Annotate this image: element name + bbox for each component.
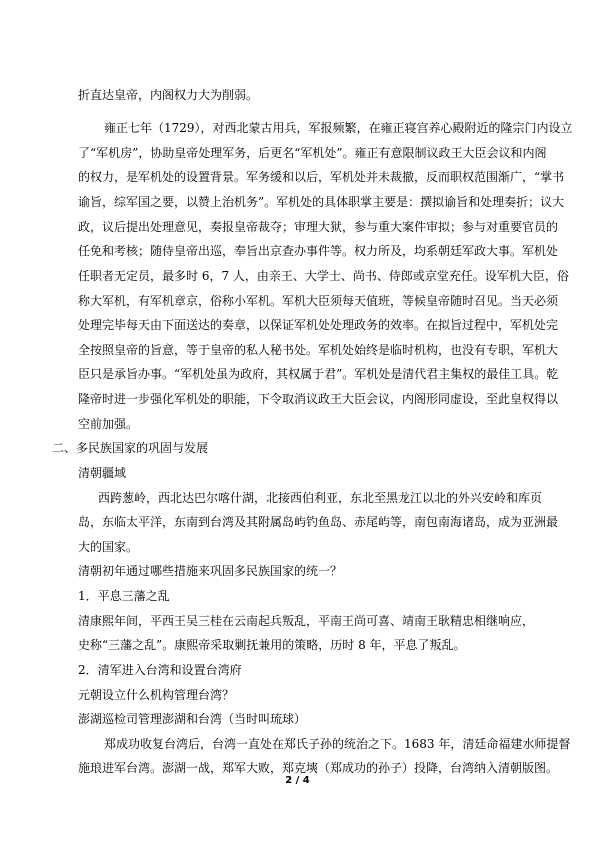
text-line: 空前加强。	[78, 417, 139, 431]
text-line: 郑成功收复台湾后，台湾一直处在郑氏子孙的统治之下。1683 年，清廷命福建水师提督	[104, 737, 571, 751]
text-line: 全按照皇帝的旨意，等于皇帝的私人秘书处。军机处始终是临时机构，也没有专职，军机大	[78, 343, 559, 357]
text-line: 臣只是承旨办事。“军机处虽为政府，其权属于君”。军机处是清代君主集权的最佳工具。乾	[78, 367, 559, 381]
text-line: 隆帝时进一步强化军机处的职能，下令取消议政王大臣会议，内阁形同虚设，至此皇权得以	[78, 392, 559, 406]
text-line: 西跨葱岭，西北达巴尔喀什湖，北接西伯利亚，东北至黑龙江以北的外兴安岭和库页	[98, 491, 543, 505]
question-text: 元朝设立什么机构管理台湾？	[78, 688, 235, 702]
text-line: 大的国家。	[78, 540, 139, 554]
text-line: 任免和考核；随侍皇帝出巡，奉旨出京查办事件等。权力所及，均系朝廷军政大事。军机处	[78, 244, 559, 258]
section-heading: 二、多民族国家的巩固与发展	[52, 441, 209, 455]
text-line: 政，议后提出处理意见，奏报皇帝裁夺；审理大狱，参与重大案件审拟；参与对重要官员的	[78, 220, 559, 234]
text-line: 谕旨，综军国之要，以赞上治机务”。军机处的具体职掌主要是：撰拟谕旨和处理奏折；议大	[78, 195, 565, 209]
text-line: 的权力，是军机处的设置背景。军务缓和以后，军机处并未裁撤，反而职权范围渐广，“掌书	[78, 170, 565, 184]
text-line: 了“军机房”，协助皇帝处理军务，后更名“军机处”。雍正有意限制议政王大臣会议和内阁	[78, 146, 547, 160]
text-line: 雍正七年（1729），对西北蒙古用兵，军报频繁，在雍正寝宫养心殿附近的隆宗门内设立	[104, 121, 573, 135]
text-line: 称大军机，有军机章京，俗称小军机。军机大臣须每天值班，等候皇帝随时召见。当天必须	[78, 294, 559, 308]
question-text: 清朝初年通过哪些措施来巩固多民族国家的统一？	[78, 564, 343, 578]
text-line: 任职者无定员，最多时 6，7 人，由亲王、大学士、尚书、侍郎或京堂充任。设军机大臣，俗	[78, 269, 569, 283]
text-line: 岛，东临太平洋，东南到台湾及其附属岛屿钓鱼岛、赤尾屿等，南包南海诸岛，成为亚洲最	[78, 515, 559, 529]
text-line: 史称“三藩之乱”。康熙帝采取剿抚兼用的策略，历时 8 年，平息了叛乱。	[78, 638, 466, 652]
text-line: 清康熙年间，平西王吴三桂在云南起兵叛乱，平南王尚可喜、靖南王耿精忠相继响应，	[78, 614, 535, 628]
list-item-heading: 1．平息三藩之乱	[78, 589, 170, 603]
text-line: 施琅进军台湾。澎湖一战，郑军大败，郑克塽（郑成功的孙子）投降，台湾纳入清朝版图。	[78, 761, 559, 775]
subheading: 清朝疆域	[78, 466, 127, 480]
answer-text: 澎湖巡检司管理澎湖和台湾（当时叫琉球）	[78, 712, 307, 726]
list-item-heading: 2．清军进入台湾和设置台湾府	[78, 663, 242, 677]
text-line: 处理完毕每天由下面送达的奏章，以保证军机处处理政务的效率。在拟旨过程中，军机处完	[78, 318, 559, 332]
page-number: 2 / 4	[285, 775, 310, 786]
text-line: 折直达皇帝，内阁权力大为削弱。	[78, 88, 259, 102]
